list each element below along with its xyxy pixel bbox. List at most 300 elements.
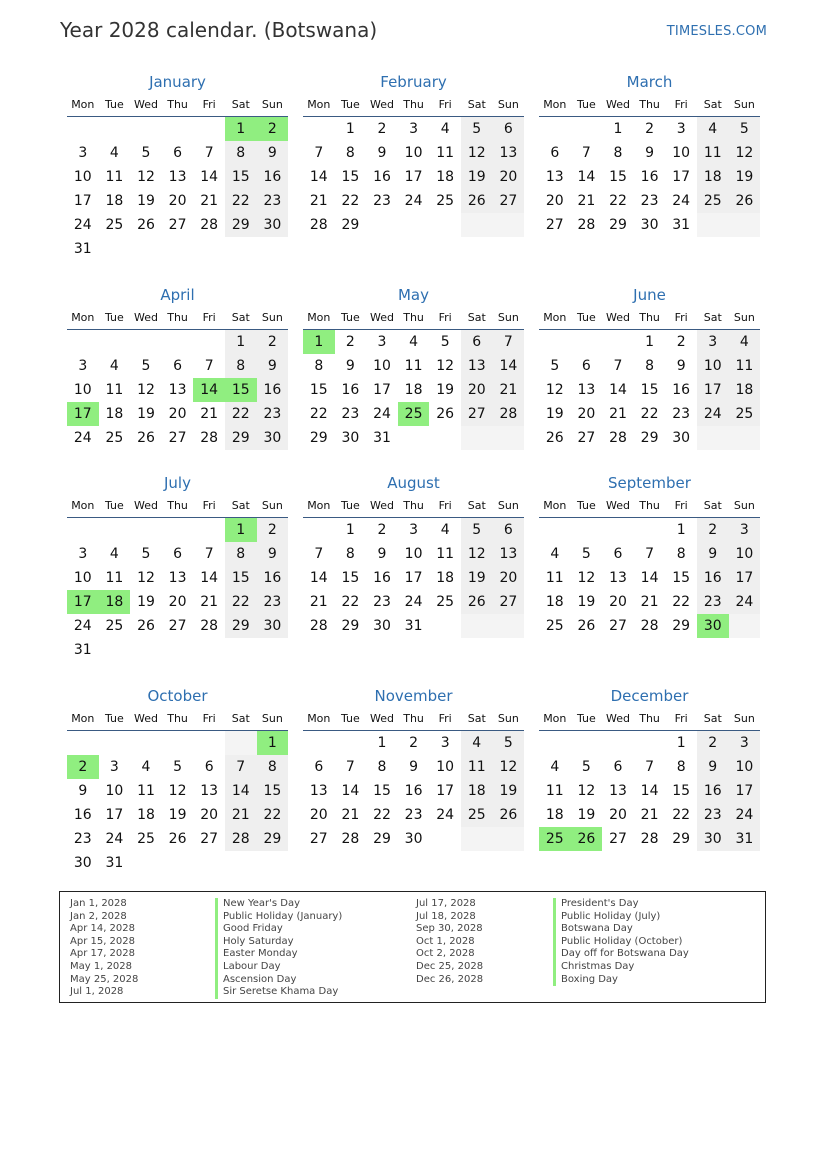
day-cell: 2 — [257, 330, 289, 354]
weekday-label: Sun — [261, 499, 283, 512]
empty-cell — [130, 518, 162, 542]
day-cell: 25 — [105, 217, 124, 233]
month-name: January — [149, 73, 206, 91]
day-cell: 10 — [672, 145, 691, 161]
empty-cell — [493, 426, 525, 450]
day-cell: 19 — [461, 165, 493, 189]
day-cell: 8 — [676, 546, 686, 562]
day-cell: 2 — [409, 735, 419, 751]
day-cell: 20 — [168, 594, 187, 610]
weekday-label: Wed — [133, 712, 158, 725]
day-cell: 15 — [609, 169, 627, 185]
day-cell: 5 — [581, 546, 591, 562]
day-cell: 10 — [373, 358, 391, 374]
empty-cell — [461, 827, 493, 851]
day-cell: 30 — [257, 213, 289, 237]
day-cell: 19 — [545, 406, 564, 422]
weekday-label: Mon — [307, 712, 331, 725]
day-cell: 18 — [105, 193, 124, 209]
day-cell: 25 — [137, 831, 155, 847]
empty-cell — [571, 518, 603, 542]
day-cell: 11 — [729, 354, 761, 378]
day-cell: 2 — [676, 334, 686, 350]
day-cell: 5 — [550, 358, 560, 374]
day-cell: 8 — [257, 755, 289, 779]
day-cell: 15 — [672, 783, 691, 799]
month-name: August — [387, 474, 440, 492]
day-cell: 28 — [640, 618, 659, 634]
weekday-label: Sat — [467, 499, 486, 512]
legend-holiday-date: Dec 26, 2028 — [416, 973, 484, 985]
day-cell: 1 — [676, 735, 686, 751]
day-cell: 20 — [609, 807, 627, 823]
day-cell: 30 — [640, 217, 659, 233]
day-cell: 23 — [373, 193, 391, 209]
day-cell: 17 — [105, 807, 124, 823]
day-cell: 15 — [640, 382, 659, 398]
day-cell: 2 — [67, 755, 99, 779]
weekday-label: Fri — [202, 499, 216, 512]
day-cell: 3 — [78, 358, 88, 374]
month-october — [67, 686, 288, 875]
day-cell: 5 — [440, 334, 450, 350]
day-cell: 1 — [345, 522, 355, 538]
month-name: May — [397, 286, 429, 304]
day-cell: 14 — [640, 570, 659, 586]
day-cell: 21 — [309, 193, 328, 209]
day-cell: 26 — [137, 618, 155, 634]
day-cell: 21 — [493, 378, 525, 402]
weekday-label: Tue — [340, 98, 360, 111]
day-cell: 18 — [729, 378, 761, 402]
weekday-label: Sun — [733, 499, 755, 512]
month-name: June — [633, 286, 666, 304]
weekday-label: Thu — [639, 712, 660, 725]
day-cell: 10 — [729, 542, 761, 566]
legend-holiday-date: May 1, 2028 — [70, 960, 133, 972]
day-cell: 6 — [173, 358, 183, 374]
weekday-label: Wed — [605, 499, 630, 512]
day-cell: 31 — [373, 430, 391, 446]
day-cell: 19 — [729, 165, 761, 189]
legend-holiday-date: Jul 1, 2028 — [70, 986, 124, 998]
legend-holiday-date: Apr 17, 2028 — [70, 948, 136, 960]
day-cell: 22 — [225, 189, 257, 213]
day-cell: 7 — [345, 759, 355, 775]
day-cell: 18 — [697, 165, 729, 189]
legend-holiday-date: Oct 2, 2028 — [416, 948, 475, 960]
day-cell: 18 — [404, 382, 423, 398]
day-cell: 17 — [436, 783, 455, 799]
day-cell: 21 — [309, 594, 328, 610]
day-cell: 24 — [373, 406, 391, 422]
day-cell: 25 — [697, 189, 729, 213]
day-cell: 9 — [257, 141, 289, 165]
day-cell: 16 — [697, 566, 729, 590]
day-cell: 5 — [729, 117, 761, 141]
day-cell: 13 — [609, 570, 627, 586]
day-cell: 31 — [404, 618, 423, 634]
day-cell: 3 — [676, 121, 686, 137]
empty-cell — [225, 638, 257, 662]
brand-link[interactable]: TIMESLES.COM — [666, 24, 767, 39]
legend-holiday-name: Boxing Day — [553, 974, 689, 987]
day-cell: 21 — [341, 807, 360, 823]
empty-cell — [130, 731, 162, 755]
day-cell: 30 — [697, 614, 729, 638]
day-cell: 10 — [404, 145, 423, 161]
empty-cell — [571, 117, 603, 141]
weekday-label: Mon — [543, 311, 567, 324]
day-cell: 21 — [640, 807, 659, 823]
weekday-label: Sat — [231, 98, 250, 111]
day-cell: 9 — [257, 542, 289, 566]
day-cell: 13 — [200, 783, 219, 799]
weekday-label: Thu — [639, 98, 660, 111]
legend-holiday-date: Oct 1, 2028 — [416, 935, 475, 947]
day-cell: 10 — [697, 354, 729, 378]
day-cell: 25 — [729, 402, 761, 426]
day-cell: 6 — [613, 759, 623, 775]
day-cell: 12 — [137, 169, 155, 185]
day-cell: 27 — [609, 831, 627, 847]
day-cell: 29 — [225, 213, 257, 237]
day-cell: 19 — [137, 594, 155, 610]
days-grid — [303, 518, 524, 638]
day-cell: 29 — [341, 217, 360, 233]
legend-holiday-name: Easter Monday — [215, 948, 342, 961]
day-cell: 27 — [168, 217, 187, 233]
day-cell: 25 — [105, 618, 124, 634]
day-cell: 23 — [697, 803, 729, 827]
day-cell: 27 — [493, 590, 525, 614]
day-cell: 8 — [225, 542, 257, 566]
day-cell: 5 — [461, 117, 493, 141]
weekday-label: Sun — [261, 712, 283, 725]
weekday-label: Tue — [576, 311, 596, 324]
day-cell: 12 — [545, 382, 564, 398]
day-cell: 14 — [640, 783, 659, 799]
day-cell: 15 — [373, 783, 391, 799]
day-cell: 27 — [609, 618, 627, 634]
empty-cell — [162, 117, 194, 141]
empty-cell — [493, 614, 525, 638]
day-cell: 4 — [550, 759, 560, 775]
day-cell: 16 — [73, 807, 92, 823]
day-cell: 3 — [729, 518, 761, 542]
weekday-label: Tue — [104, 499, 124, 512]
empty-cell — [193, 330, 225, 354]
day-cell: 4 — [461, 731, 493, 755]
weekday-header — [303, 493, 524, 518]
empty-cell — [729, 213, 761, 237]
empty-cell — [335, 731, 367, 755]
day-cell: 31 — [672, 217, 691, 233]
day-cell: 5 — [493, 731, 525, 755]
day-cell: 9 — [645, 145, 655, 161]
weekday-label: Sun — [733, 712, 755, 725]
day-cell: 22 — [225, 590, 257, 614]
day-cell: 22 — [225, 402, 257, 426]
day-cell: 2 — [345, 334, 355, 350]
day-cell: 27 — [168, 430, 187, 446]
day-cell: 1 — [676, 522, 686, 538]
empty-cell — [193, 518, 225, 542]
legend-holiday-date: Jan 1, 2028 — [70, 898, 127, 909]
day-cell: 24 — [73, 430, 92, 446]
empty-cell — [67, 731, 99, 755]
empty-cell — [571, 330, 603, 354]
weekday-header — [303, 305, 524, 330]
month-name: March — [626, 73, 673, 91]
day-cell: 14 — [200, 169, 219, 185]
day-cell: 26 — [461, 590, 493, 614]
day-cell: 25 — [398, 402, 430, 426]
day-cell: 2 — [697, 518, 729, 542]
day-cell: 30 — [257, 426, 289, 450]
weekday-label: Sat — [231, 311, 250, 324]
day-cell: 29 — [373, 831, 391, 847]
day-cell: 28 — [200, 618, 219, 634]
day-cell: 28 — [309, 618, 328, 634]
days-grid — [303, 117, 524, 237]
day-cell: 7 — [204, 546, 214, 562]
empty-cell — [130, 638, 162, 662]
weekday-label: Fri — [674, 311, 688, 324]
day-cell: 24 — [73, 618, 92, 634]
day-cell: 7 — [204, 358, 214, 374]
day-cell: 2 — [377, 121, 387, 137]
empty-cell — [602, 731, 634, 755]
day-cell: 4 — [141, 759, 151, 775]
day-cell: 9 — [697, 755, 729, 779]
day-cell: 4 — [409, 334, 419, 350]
weekday-label: Tue — [340, 712, 360, 725]
day-cell: 12 — [137, 570, 155, 586]
legend-holiday-name: Good Friday — [215, 923, 342, 936]
day-cell: 10 — [73, 570, 92, 586]
day-cell: 28 — [640, 831, 659, 847]
weekday-label: Wed — [369, 311, 394, 324]
day-cell: 8 — [645, 358, 655, 374]
day-cell: 6 — [581, 358, 591, 374]
day-cell: 23 — [257, 590, 289, 614]
legend-holiday-date: Jul 18, 2028 — [416, 910, 476, 922]
weekday-label: Mon — [71, 98, 95, 111]
day-cell: 10 — [105, 783, 124, 799]
day-cell: 22 — [257, 803, 289, 827]
day-cell: 14 — [493, 354, 525, 378]
day-cell: 21 — [200, 594, 219, 610]
weekday-header — [67, 706, 288, 731]
day-cell: 14 — [577, 169, 596, 185]
day-cell: 3 — [78, 546, 88, 562]
day-cell: 25 — [436, 594, 455, 610]
weekday-label: Thu — [403, 98, 424, 111]
weekday-header — [67, 305, 288, 330]
day-cell: 13 — [493, 141, 525, 165]
weekday-label: Thu — [403, 712, 424, 725]
day-cell: 16 — [640, 169, 659, 185]
day-cell: 23 — [257, 189, 289, 213]
empty-cell — [366, 213, 398, 237]
day-cell: 22 — [672, 594, 691, 610]
day-cell: 9 — [409, 759, 419, 775]
weekday-label: Sat — [703, 712, 722, 725]
weekday-label: Sun — [497, 311, 519, 324]
page-title: Year 2028 calendar. (Botswana) — [60, 18, 378, 42]
empty-cell — [99, 638, 131, 662]
weekday-label: Mon — [71, 712, 95, 725]
day-cell: 8 — [377, 759, 387, 775]
weekday-label: Sat — [231, 499, 250, 512]
day-cell: 26 — [545, 430, 564, 446]
day-cell: 15 — [257, 779, 289, 803]
empty-cell — [571, 731, 603, 755]
empty-cell — [99, 518, 131, 542]
day-cell: 15 — [309, 382, 328, 398]
day-cell: 26 — [137, 217, 155, 233]
day-cell: 3 — [109, 759, 119, 775]
empty-cell — [429, 614, 461, 638]
day-cell: 30 — [257, 614, 289, 638]
day-cell: 7 — [645, 546, 655, 562]
weekday-label: Tue — [104, 712, 124, 725]
day-cell: 7 — [645, 759, 655, 775]
weekday-label: Mon — [71, 499, 95, 512]
days-grid — [303, 731, 524, 851]
day-cell: 31 — [729, 827, 761, 851]
days-grid — [67, 518, 288, 662]
day-cell: 7 — [225, 755, 257, 779]
legend-names-left — [215, 898, 342, 999]
day-cell: 4 — [109, 358, 119, 374]
day-cell: 24 — [105, 831, 124, 847]
empty-cell — [130, 117, 162, 141]
day-cell: 13 — [577, 382, 596, 398]
legend-holiday-date: May 25, 2028 — [70, 973, 139, 985]
month-december — [539, 686, 760, 851]
day-cell: 25 — [105, 430, 124, 446]
day-cell: 11 — [436, 145, 455, 161]
weekday-label: Sat — [703, 499, 722, 512]
day-cell: 30 — [697, 827, 729, 851]
day-cell: 16 — [404, 783, 423, 799]
weekday-label: Mon — [307, 499, 331, 512]
empty-cell — [398, 213, 430, 237]
empty-cell — [225, 731, 257, 755]
day-cell: 24 — [404, 193, 423, 209]
day-cell: 3 — [409, 522, 419, 538]
weekday-label: Fri — [438, 311, 452, 324]
day-cell: 16 — [257, 378, 289, 402]
day-cell: 12 — [168, 783, 187, 799]
day-cell: 27 — [200, 831, 219, 847]
day-cell: 7 — [314, 546, 324, 562]
weekday-label: Tue — [340, 499, 360, 512]
day-cell: 1 — [377, 735, 387, 751]
day-cell: 10 — [436, 759, 455, 775]
day-cell: 4 — [109, 145, 119, 161]
day-cell: 11 — [545, 570, 564, 586]
month-name: April — [160, 286, 195, 304]
empty-cell — [303, 731, 335, 755]
weekday-label: Wed — [369, 712, 394, 725]
days-grid — [67, 117, 288, 261]
empty-cell — [130, 237, 162, 261]
day-cell: 29 — [640, 430, 659, 446]
day-cell: 23 — [341, 406, 360, 422]
day-cell: 20 — [309, 807, 328, 823]
weekday-label: Tue — [104, 98, 124, 111]
weekday-label: Sun — [497, 499, 519, 512]
day-cell: 28 — [341, 831, 360, 847]
empty-cell — [162, 731, 194, 755]
empty-cell — [697, 426, 729, 450]
days-grid — [67, 330, 288, 450]
empty-cell — [130, 851, 162, 875]
day-cell: 14 — [225, 779, 257, 803]
day-cell: 30 — [672, 430, 691, 446]
day-cell: 21 — [225, 803, 257, 827]
empty-cell — [162, 330, 194, 354]
day-cell: 16 — [697, 779, 729, 803]
day-cell: 18 — [545, 807, 564, 823]
day-cell: 27 — [309, 831, 328, 847]
day-cell: 21 — [609, 406, 627, 422]
day-cell: 26 — [168, 831, 187, 847]
month-name: February — [380, 73, 447, 91]
day-cell: 31 — [73, 642, 92, 658]
day-cell: 19 — [436, 382, 455, 398]
weekday-label: Fri — [674, 98, 688, 111]
day-cell: 30 — [373, 618, 391, 634]
day-cell: 11 — [105, 382, 124, 398]
weekday-label: Fri — [202, 712, 216, 725]
day-cell: 12 — [461, 141, 493, 165]
day-cell: 27 — [168, 618, 187, 634]
month-name: November — [374, 687, 453, 705]
day-cell: 23 — [404, 807, 423, 823]
legend-names-right — [553, 898, 689, 986]
day-cell: 20 — [493, 165, 525, 189]
day-cell: 9 — [345, 358, 355, 374]
empty-cell — [729, 614, 761, 638]
day-cell: 3 — [78, 145, 88, 161]
day-cell: 17 — [697, 378, 729, 402]
weekday-label: Fri — [674, 499, 688, 512]
empty-cell — [398, 426, 430, 450]
days-grid — [303, 330, 524, 450]
day-cell: 28 — [609, 430, 627, 446]
day-cell: 29 — [309, 430, 328, 446]
empty-cell — [162, 851, 194, 875]
day-cell: 20 — [609, 594, 627, 610]
day-cell: 13 — [461, 354, 493, 378]
weekday-header — [67, 493, 288, 518]
weekday-label: Wed — [369, 499, 394, 512]
legend-holiday-name: New Year's Day — [215, 898, 342, 911]
weekday-header — [539, 92, 760, 117]
day-cell: 15 — [225, 165, 257, 189]
weekday-header — [67, 92, 288, 117]
day-cell: 17 — [404, 570, 423, 586]
legend-holiday-date: Sep 30, 2028 — [416, 923, 483, 935]
day-cell: 18 — [461, 779, 493, 803]
weekday-header — [539, 706, 760, 731]
legend-holiday-name: Day off for Botswana Day — [553, 948, 689, 961]
day-cell: 27 — [577, 430, 596, 446]
